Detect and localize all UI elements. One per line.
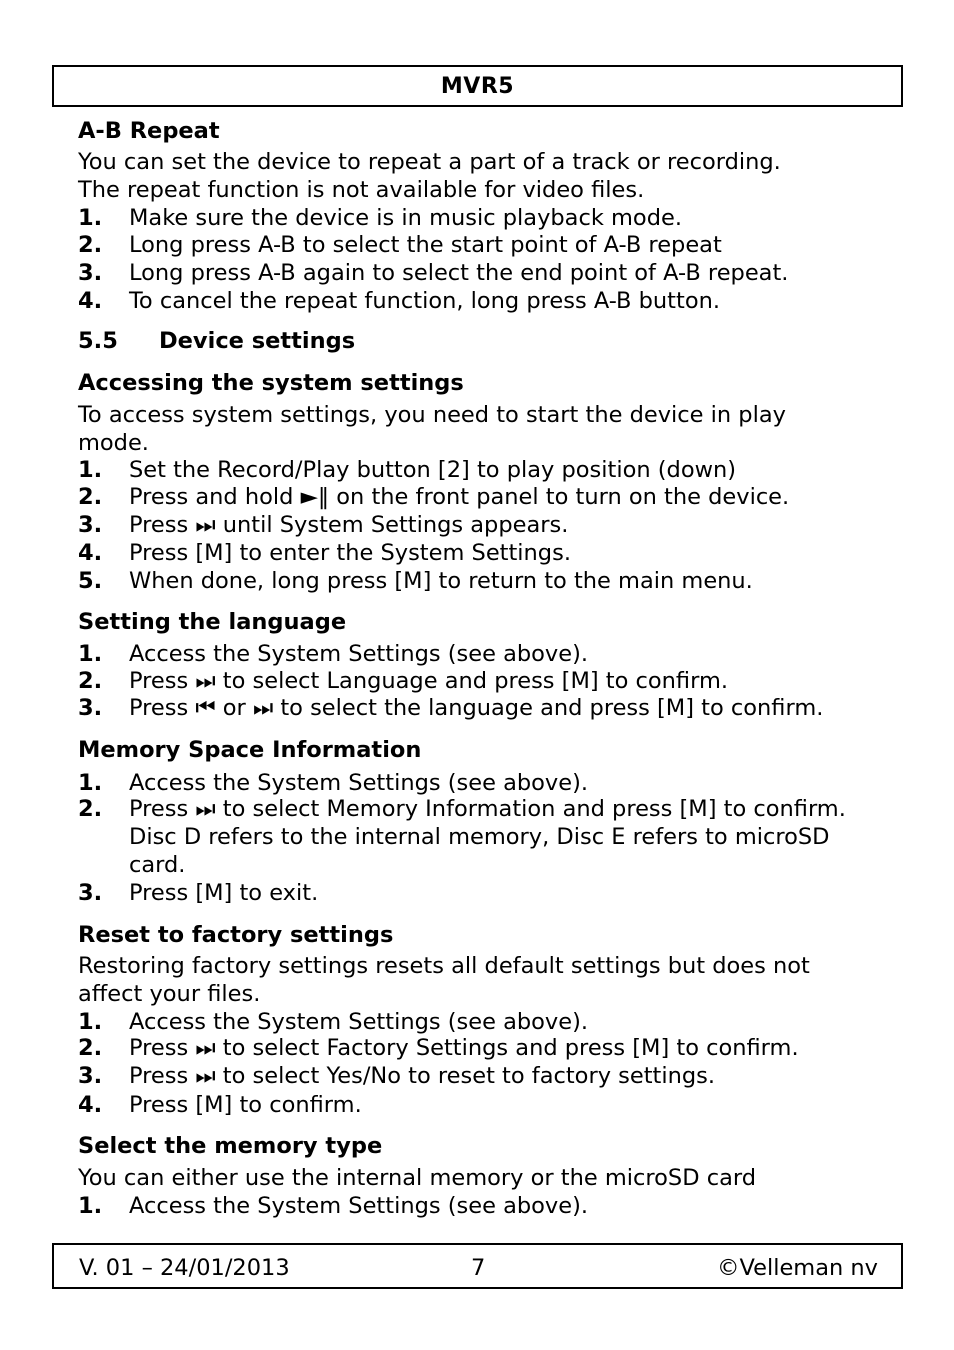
accessing-intro-1: To access system settings, you need to start the device in play [78,402,786,428]
list-number: 3. [78,260,103,286]
list-number: 2. [78,484,103,510]
section-number: 5.5 [78,328,118,354]
list-number: 5. [78,568,103,594]
list-number: 1. [78,641,103,667]
list-number: 2. [78,1035,103,1061]
section-title: Device settings [159,328,356,354]
memory-type-intro: You can either use the internal memory or the microSD card [78,1165,756,1191]
memory-type-heading: Select the memory type [78,1133,383,1159]
list-item: Access the System Settings (see above). [129,770,589,796]
language-heading: Setting the language [78,609,347,635]
list-number: 1. [78,1009,103,1035]
list-item: Press ⏮ or ⏭ to select the language and press [M] to confirm. [129,695,824,721]
factory-intro-2: affect your files. [78,981,261,1007]
ab-repeat-heading: A-B Repeat [78,118,220,144]
list-number: 4. [78,288,103,314]
list-number: 3. [78,880,103,906]
list-item: Press [M] to enter the System Settings. [129,540,571,566]
list-number: 3. [78,695,103,721]
factory-intro-1: Restoring factory settings resets all default settings but does not [78,953,810,979]
page-footer [52,1243,903,1289]
ab-repeat-intro-2: The repeat function is not available for video files. [78,177,645,203]
document-title: MVR5 [440,74,515,99]
list-item: Long press A-B again to select the end point of A-B repeat. [129,260,789,286]
list-number: 2. [78,668,103,694]
ab-repeat-intro-1: You can set the device to repeat a part of a track or recording. [78,149,781,175]
list-number: 1. [78,1193,103,1219]
list-item: Long press A-B to select the start point of A-B repeat [129,232,722,258]
list-item: Press ⏭ to select Factory Settings and press [M] to confirm. [129,1035,799,1061]
list-item-continuation: Disc D refers to the internal memory, Disc E refers to microSD [129,824,830,850]
list-number: 4. [78,540,103,566]
list-number: 2. [78,232,103,258]
list-item: To cancel the repeat function, long press A-B button. [129,288,721,314]
accessing-heading: Accessing the system settings [78,370,464,396]
list-number: 1. [78,457,103,483]
list-item: Press ⏭ to select Memory Information and press [M] to confirm. [129,796,846,822]
list-item: Press [M] to exit. [129,880,319,906]
footer-version: V. 01 – 24/01/2013 [79,1255,290,1281]
page-number: 7 [471,1255,486,1281]
list-item: Access the System Settings (see above). [129,1193,589,1219]
list-number: 2. [78,796,103,822]
accessing-intro-2: mode. [78,430,149,456]
list-item: Make sure the device is in music playback mode. [129,205,682,231]
list-item: When done, long press [M] to return to the main menu. [129,568,753,594]
list-item-continuation: card. [129,852,186,878]
list-item: Access the System Settings (see above). [129,641,589,667]
list-item: Press and hold ►‖ on the front panel to turn on the device. [129,484,790,510]
memory-info-heading: Memory Space Information [78,737,422,763]
list-number: 4. [78,1092,103,1118]
list-number: 3. [78,1063,103,1089]
list-item: Set the Record/Play button [2] to play position (down) [129,457,737,483]
list-item: Press [M] to confirm. [129,1092,362,1118]
list-item: Press ⏭ to select Yes/No to reset to factory settings. [129,1063,716,1089]
page-header [52,65,903,107]
list-number: 3. [78,512,103,538]
list-item: Access the System Settings (see above). [129,1009,589,1035]
list-item: Press ⏭ until System Settings appears. [129,512,569,538]
list-item: Press ⏭ to select Language and press [M] to confirm. [129,668,729,694]
list-number: 1. [78,770,103,796]
list-number: 1. [78,205,103,231]
footer-copyright: ©Velleman nv [716,1255,878,1281]
factory-heading: Reset to factory settings [78,922,394,948]
